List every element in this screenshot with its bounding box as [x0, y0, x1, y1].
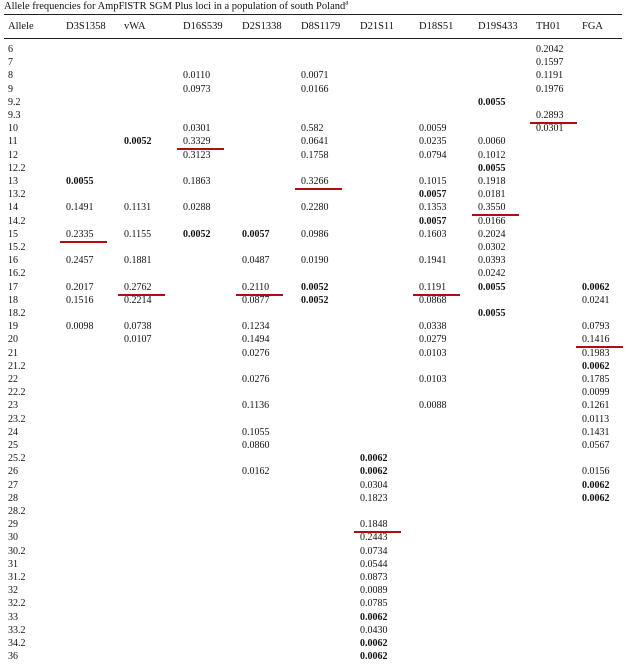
column-header-allele: Allele	[8, 21, 34, 32]
allele-label: 34.2	[8, 638, 26, 649]
frequency-cell-d8s1179: 0.0986	[301, 228, 329, 240]
frequency-cell-fga: 0.0567	[582, 440, 610, 451]
allele-label: 16.2	[8, 268, 26, 280]
frequency-cell-d16s539: 0.3123	[183, 149, 211, 161]
frequency-cell-d19s433: 0.0166	[478, 215, 506, 227]
frequency-cell-d18s51: 0.1353	[419, 202, 447, 214]
allele-label: 18	[8, 294, 18, 306]
frequency-cell-d19s433: 0.0302	[478, 242, 506, 253]
frequency-cell-d16s539: 0.0052	[183, 228, 211, 240]
frequency-cell-fga: 0.1983	[582, 347, 610, 359]
allele-label: 25.2	[8, 453, 26, 465]
column-header-d3s1358: D3S1358	[66, 21, 106, 32]
frequency-cell-d19s433: 0.0060	[478, 136, 506, 148]
frequency-cell-d19s433: 0.0055	[478, 281, 506, 293]
allele-label: 13.2	[8, 189, 26, 201]
frequency-cell-d21s11: 0.0430	[360, 624, 388, 636]
frequency-cell-d2s1338: 0.0877	[242, 294, 270, 306]
allele-label: 11	[8, 136, 18, 148]
column-header-d18s51: D18S51	[419, 21, 454, 32]
allele-label: 33.2	[8, 624, 26, 636]
frequency-cell-d16s539: 0.0973	[183, 83, 211, 95]
allele-label: 19	[8, 321, 18, 333]
allele-label: 22	[8, 374, 18, 385]
frequency-cell-d18s51: 0.1603	[419, 228, 447, 240]
frequency-cell-vwa: 0.1131	[124, 202, 152, 214]
allele-label: 26	[8, 466, 18, 478]
allele-label: 21.2	[8, 360, 26, 372]
frequency-cell-d21s11: 0.0062	[360, 638, 388, 649]
frequency-cell-vwa: 0.2214	[124, 294, 152, 306]
allele-label: 20	[8, 334, 18, 346]
allele-label: 36	[8, 651, 18, 663]
frequency-cell-th01: 0.0301	[536, 123, 564, 135]
frequency-cell-fga: 0.1416	[582, 334, 610, 346]
frequency-cell-d21s11: 0.1848	[360, 519, 388, 531]
frequency-cell-th01: 0.1976	[536, 83, 564, 95]
frequency-cell-d2s1338: 0.0276	[242, 347, 270, 359]
frequency-cell-vwa: 0.0738	[124, 321, 152, 333]
table-caption	[4, 0, 348, 13]
allele-label: 30	[8, 532, 18, 544]
frequency-cell-d19s433: 0.3550	[478, 202, 506, 214]
frequency-cell-d19s433: 0.0055	[478, 96, 506, 108]
frequency-cell-th01: 0.1191	[536, 70, 564, 82]
frequency-cell-d18s51: 0.1015	[419, 176, 447, 187]
frequency-cell-fga: 0.1261	[582, 400, 610, 412]
frequency-cell-d2s1338: 0.1494	[242, 334, 270, 346]
frequency-cell-fga: 0.0062	[582, 492, 610, 504]
top-rule	[4, 14, 622, 15]
column-header-vwa: vWA	[124, 21, 146, 32]
column-header-d2s1338: D2S1338	[242, 21, 282, 32]
frequency-cell-d16s539: 0.1863	[183, 176, 211, 187]
frequency-cell-d8s1179: 0.2280	[301, 202, 329, 214]
highlight-underline	[295, 188, 342, 190]
allele-label: 17	[8, 281, 18, 293]
frequency-cell-d19s433: 0.0393	[478, 255, 506, 267]
frequency-cell-d19s433: 0.1012	[478, 149, 506, 161]
frequency-cell-d8s1179: 0.3266	[301, 176, 329, 187]
frequency-cell-d3s1358: 0.1491	[66, 202, 94, 214]
frequency-cell-fga: 0.0099	[582, 387, 610, 399]
frequency-cell-d2s1338: 0.0162	[242, 466, 270, 478]
frequency-cell-d2s1338: 0.0276	[242, 374, 270, 385]
frequency-cell-d19s433: 0.0055	[478, 162, 506, 174]
frequency-cell-fga: 0.0062	[582, 360, 610, 372]
allele-label: 6	[8, 44, 13, 55]
allele-label: 27	[8, 479, 18, 491]
frequency-cell-d3s1358: 0.0055	[66, 176, 94, 187]
allele-label: 32.2	[8, 598, 26, 610]
allele-label: 21	[8, 347, 18, 359]
allele-label: 9	[8, 83, 13, 95]
allele-label: 22.2	[8, 387, 26, 399]
frequency-cell-fga: 0.0062	[582, 281, 610, 293]
frequency-cell-d2s1338: 0.0860	[242, 440, 270, 451]
frequency-cell-d16s539: 0.0288	[183, 202, 211, 214]
frequency-cell-fga: 0.0241	[582, 294, 610, 306]
frequency-cell-d21s11: 0.0089	[360, 585, 388, 597]
frequency-cell-d18s51: 0.1941	[419, 255, 447, 267]
frequency-cell-th01: 0.2042	[536, 44, 564, 55]
frequency-cell-th01: 0.2893	[536, 110, 564, 121]
frequency-cell-d8s1179: 0.0166	[301, 83, 329, 95]
frequency-cell-d21s11: 0.0062	[360, 611, 388, 623]
allele-label: 32	[8, 585, 18, 597]
frequency-cell-d18s51: 0.0279	[419, 334, 447, 346]
allele-label: 18.2	[8, 308, 26, 319]
allele-label: 10	[8, 123, 18, 135]
frequency-cell-d16s539: 0.0301	[183, 123, 211, 135]
column-header-d19s433: D19S433	[478, 21, 518, 32]
frequency-cell-d18s51: 0.0088	[419, 400, 447, 412]
column-header-d16s539: D16S539	[183, 21, 223, 32]
column-header-th01: TH01	[536, 21, 561, 32]
allele-label: 8	[8, 70, 13, 82]
frequency-cell-d18s51: 0.0235	[419, 136, 447, 148]
allele-label: 9.3	[8, 110, 21, 121]
frequency-cell-d2s1338: 0.0057	[242, 228, 270, 240]
allele-label: 23	[8, 400, 18, 412]
allele-label: 30.2	[8, 545, 26, 557]
allele-label: 24	[8, 426, 18, 438]
frequency-cell-d21s11: 0.0873	[360, 572, 388, 583]
frequency-cell-fga: 0.0156	[582, 466, 610, 478]
frequency-cell-d21s11: 0.0304	[360, 479, 388, 491]
allele-label: 12	[8, 149, 18, 161]
frequency-cell-th01: 0.1597	[536, 57, 564, 69]
column-header-d8s1179: D8S1179	[301, 21, 341, 32]
frequency-cell-d8s1179: 0.0052	[301, 281, 329, 293]
frequency-cell-d3s1358: 0.1516	[66, 294, 94, 306]
frequency-cell-fga: 0.0062	[582, 479, 610, 491]
allele-label: 9.2	[8, 96, 21, 108]
frequency-cell-fga: 0.0793	[582, 321, 610, 333]
frequency-cell-d8s1179: 0.0052	[301, 294, 329, 306]
frequency-cell-d2s1338: 0.1234	[242, 321, 270, 333]
frequency-cell-d3s1358: 0.2017	[66, 281, 94, 293]
frequency-cell-d18s51: 0.0059	[419, 123, 447, 135]
frequency-cell-d18s51: 0.0103	[419, 347, 447, 359]
frequency-cell-d19s433: 0.1918	[478, 176, 506, 187]
frequency-cell-d18s51: 0.0794	[419, 149, 447, 161]
frequency-cell-d2s1338: 0.0487	[242, 255, 270, 267]
frequency-cell-d21s11: 0.2443	[360, 532, 388, 544]
frequency-cell-d3s1358: 0.2335	[66, 228, 94, 240]
allele-label: 14	[8, 202, 18, 214]
allele-label: 29	[8, 519, 18, 531]
allele-label: 25	[8, 440, 18, 451]
frequency-cell-d21s11: 0.0785	[360, 598, 388, 610]
frequency-cell-fga: 0.1785	[582, 374, 610, 385]
frequency-cell-d3s1358: 0.0098	[66, 321, 94, 333]
frequency-cell-d18s51: 0.0057	[419, 215, 447, 227]
frequency-cell-d21s11: 0.1823	[360, 492, 388, 504]
allele-label: 16	[8, 255, 18, 267]
frequency-cell-d16s539: 0.0110	[183, 70, 211, 82]
allele-label: 28.2	[8, 506, 26, 517]
highlight-underline	[60, 241, 107, 243]
frequency-cell-d2s1338: 0.1136	[242, 400, 270, 412]
allele-label: 31	[8, 558, 18, 570]
frequency-cell-d18s51: 0.0338	[419, 321, 447, 333]
allele-label: 14.2	[8, 215, 26, 227]
column-header-fga: FGA	[582, 21, 604, 32]
frequency-cell-d18s51: 0.0868	[419, 294, 447, 306]
frequency-cell-d8s1179: 0.582	[301, 123, 324, 135]
frequency-cell-d18s51: 0.0057	[419, 189, 447, 201]
frequency-cell-d8s1179: 0.0190	[301, 255, 329, 267]
frequency-cell-vwa: 0.1155	[124, 228, 152, 240]
allele-label: 33	[8, 611, 18, 623]
frequency-cell-vwa: 0.0052	[124, 136, 152, 148]
frequency-cell-d19s433: 0.2024	[478, 228, 506, 240]
frequency-cell-d21s11: 0.0062	[360, 466, 388, 478]
frequency-cell-vwa: 0.0107	[124, 334, 152, 346]
frequency-cell-fga: 0.0113	[582, 413, 610, 425]
frequency-cell-d19s433: 0.0242	[478, 268, 506, 280]
frequency-cell-d18s51: 0.0103	[419, 374, 447, 385]
frequency-cell-fga: 0.1431	[582, 426, 610, 438]
frequency-cell-d8s1179: 0.1758	[301, 149, 329, 161]
frequency-cell-vwa: 0.1881	[124, 255, 152, 267]
allele-label: 13	[8, 176, 18, 187]
allele-label: 28	[8, 492, 18, 504]
frequency-cell-d18s51: 0.1191	[419, 281, 447, 293]
frequency-cell-d21s11: 0.0734	[360, 545, 388, 557]
allele-label: 15	[8, 228, 18, 240]
allele-label: 7	[8, 57, 13, 69]
frequency-cell-d21s11: 0.0062	[360, 651, 388, 663]
frequency-cell-d2s1338: 0.1055	[242, 426, 270, 438]
frequency-cell-d2s1338: 0.2110	[242, 281, 270, 293]
header-rule	[4, 38, 622, 39]
column-header-d21s11: D21S11	[360, 21, 395, 32]
frequency-cell-d3s1358: 0.2457	[66, 255, 94, 267]
allele-label: 15.2	[8, 242, 26, 253]
frequency-cell-vwa: 0.2762	[124, 281, 152, 293]
frequency-cell-d21s11: 0.0544	[360, 558, 388, 570]
frequency-cell-d19s433: 0.0055	[478, 308, 506, 319]
frequency-cell-d19s433: 0.0181	[478, 189, 506, 201]
caption-text: Allele frequencies for AmpFlSTR SGM Plus loci in a population of south Poland	[4, 1, 346, 12]
frequency-cell-d21s11: 0.0062	[360, 453, 388, 465]
allele-label: 12.2	[8, 162, 26, 174]
frequency-cell-d8s1179: 0.0641	[301, 136, 329, 148]
frequency-cell-d16s539: 0.3329	[183, 136, 211, 148]
allele-label: 23.2	[8, 413, 26, 425]
allele-label: 31.2	[8, 572, 26, 583]
caption-footnote-mark: a	[345, 0, 349, 7]
frequency-cell-d8s1179: 0.0071	[301, 70, 329, 82]
